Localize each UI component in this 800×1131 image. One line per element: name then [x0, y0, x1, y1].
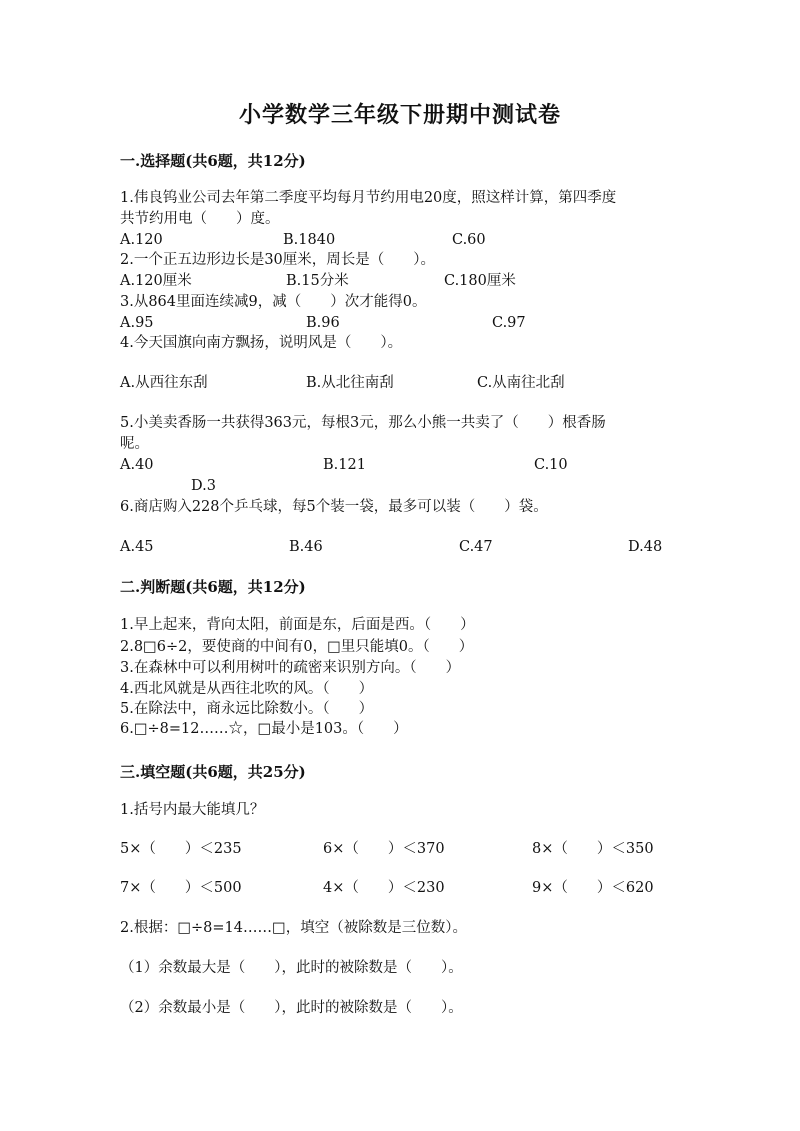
q1-4-option-a: A.从西往东刮 — [120, 375, 208, 391]
q2-3-text: 3.在森林中可以利用树叶的疏密来识别方向。（ ） — [120, 660, 461, 676]
q1-4-option-b: B.从北往南刮 — [306, 375, 394, 391]
q1-6-option-a: A.45 — [120, 539, 154, 555]
section-1-heading: 一.选择题(共6题，共12分) — [120, 152, 306, 170]
q1-5-option-a: A.40 — [120, 457, 154, 473]
section-2-heading: 二.判断题(共6题，共12分) — [120, 578, 306, 596]
q2-2-text: 2.8□6÷2，要使商的中间有0，□里只能填0。（ ） — [120, 639, 474, 655]
q3-1-blank-5: 4×（ ）＜230 — [323, 880, 445, 896]
q3-2-part-1: （1）余数最大是（ ），此时的被除数是（ ）。 — [120, 960, 463, 976]
q1-3-option-b: B.96 — [306, 315, 340, 331]
q1-1-option-b: B.1840 — [283, 232, 336, 248]
q1-6-option-c: C.47 — [459, 539, 493, 555]
q1-2-text: 2.一个正五边形边长是30厘米，周长是（ ）。 — [120, 252, 436, 268]
q1-1-option-a: A.120 — [120, 232, 163, 248]
q3-1-text: 1.括号内最大能填几？ — [120, 802, 265, 818]
q1-3-text: 3.从864里面连续减9，减（ ）次才能得0。 — [120, 294, 427, 310]
q1-6-option-b: B.46 — [289, 539, 323, 555]
q3-1-blank-3: 8×（ ）＜350 — [532, 841, 654, 857]
q3-2-part-2: （2）余数最小是（ ），此时的被除数是（ ）。 — [120, 1000, 463, 1016]
q1-5-option-c: C.10 — [534, 457, 568, 473]
q1-3-option-a: A.95 — [120, 315, 154, 331]
q3-1-blank-4: 7×（ ）＜500 — [120, 880, 242, 896]
q2-6-text: 6.□÷8=12……☆，□最小是103。（ ） — [120, 721, 408, 737]
q1-6-option-d: D.48 — [628, 539, 663, 555]
q1-2-option-b: B.15分米 — [286, 273, 349, 289]
q2-1-text: 1.早上起来，背向太阳，前面是东，后面是西。（ ） — [120, 617, 475, 633]
q1-6-text: 6.商店购入228个乒乓球，每5个装一袋，最多可以装（ ）袋。 — [120, 499, 548, 515]
q1-4-text: 4.今天国旗向南方飘扬，说明风是（ ）。 — [120, 335, 403, 351]
q1-1-text: 1.伟良钨业公司去年第二季度平均每月节约用电20度，照这样计算，第四季度 — [120, 190, 617, 206]
q1-1-text-cont: 共节约用电（ ）度。 — [120, 211, 280, 227]
q3-1-blank-6: 9×（ ）＜620 — [532, 880, 654, 896]
q1-5-text: 5.小美卖香肠一共获得363元，每根3元，那么小熊一共卖了（ ）根香肠 — [120, 415, 606, 431]
q1-5-option-d: D.3 — [191, 478, 216, 494]
q1-1-option-c: C.60 — [452, 232, 486, 248]
q1-5-text-cont: 呢。 — [120, 436, 149, 452]
page-title: 小学数学三年级下册期中测试卷 — [238, 102, 561, 128]
q1-2-option-c: C.180厘米 — [444, 273, 516, 289]
q1-2-option-a: A.120厘米 — [120, 273, 192, 289]
section-3-heading: 三.填空题(共6题，共25分) — [120, 763, 306, 781]
q1-3-option-c: C.97 — [492, 315, 526, 331]
q3-1-blank-2: 6×（ ）＜370 — [323, 841, 445, 857]
q2-4-text: 4.西北风就是从西往北吹的风。（ ） — [120, 681, 374, 697]
q3-1-blank-1: 5×（ ）＜235 — [120, 841, 242, 857]
q1-5-option-b: B.121 — [323, 457, 366, 473]
q1-4-option-c: C.从南往北刮 — [477, 375, 565, 391]
q2-5-text: 5.在除法中，商永远比除数小。（ ） — [120, 701, 374, 717]
q3-2-text: 2.根据：□÷8=14……□，填空（被除数是三位数）。 — [120, 920, 467, 936]
